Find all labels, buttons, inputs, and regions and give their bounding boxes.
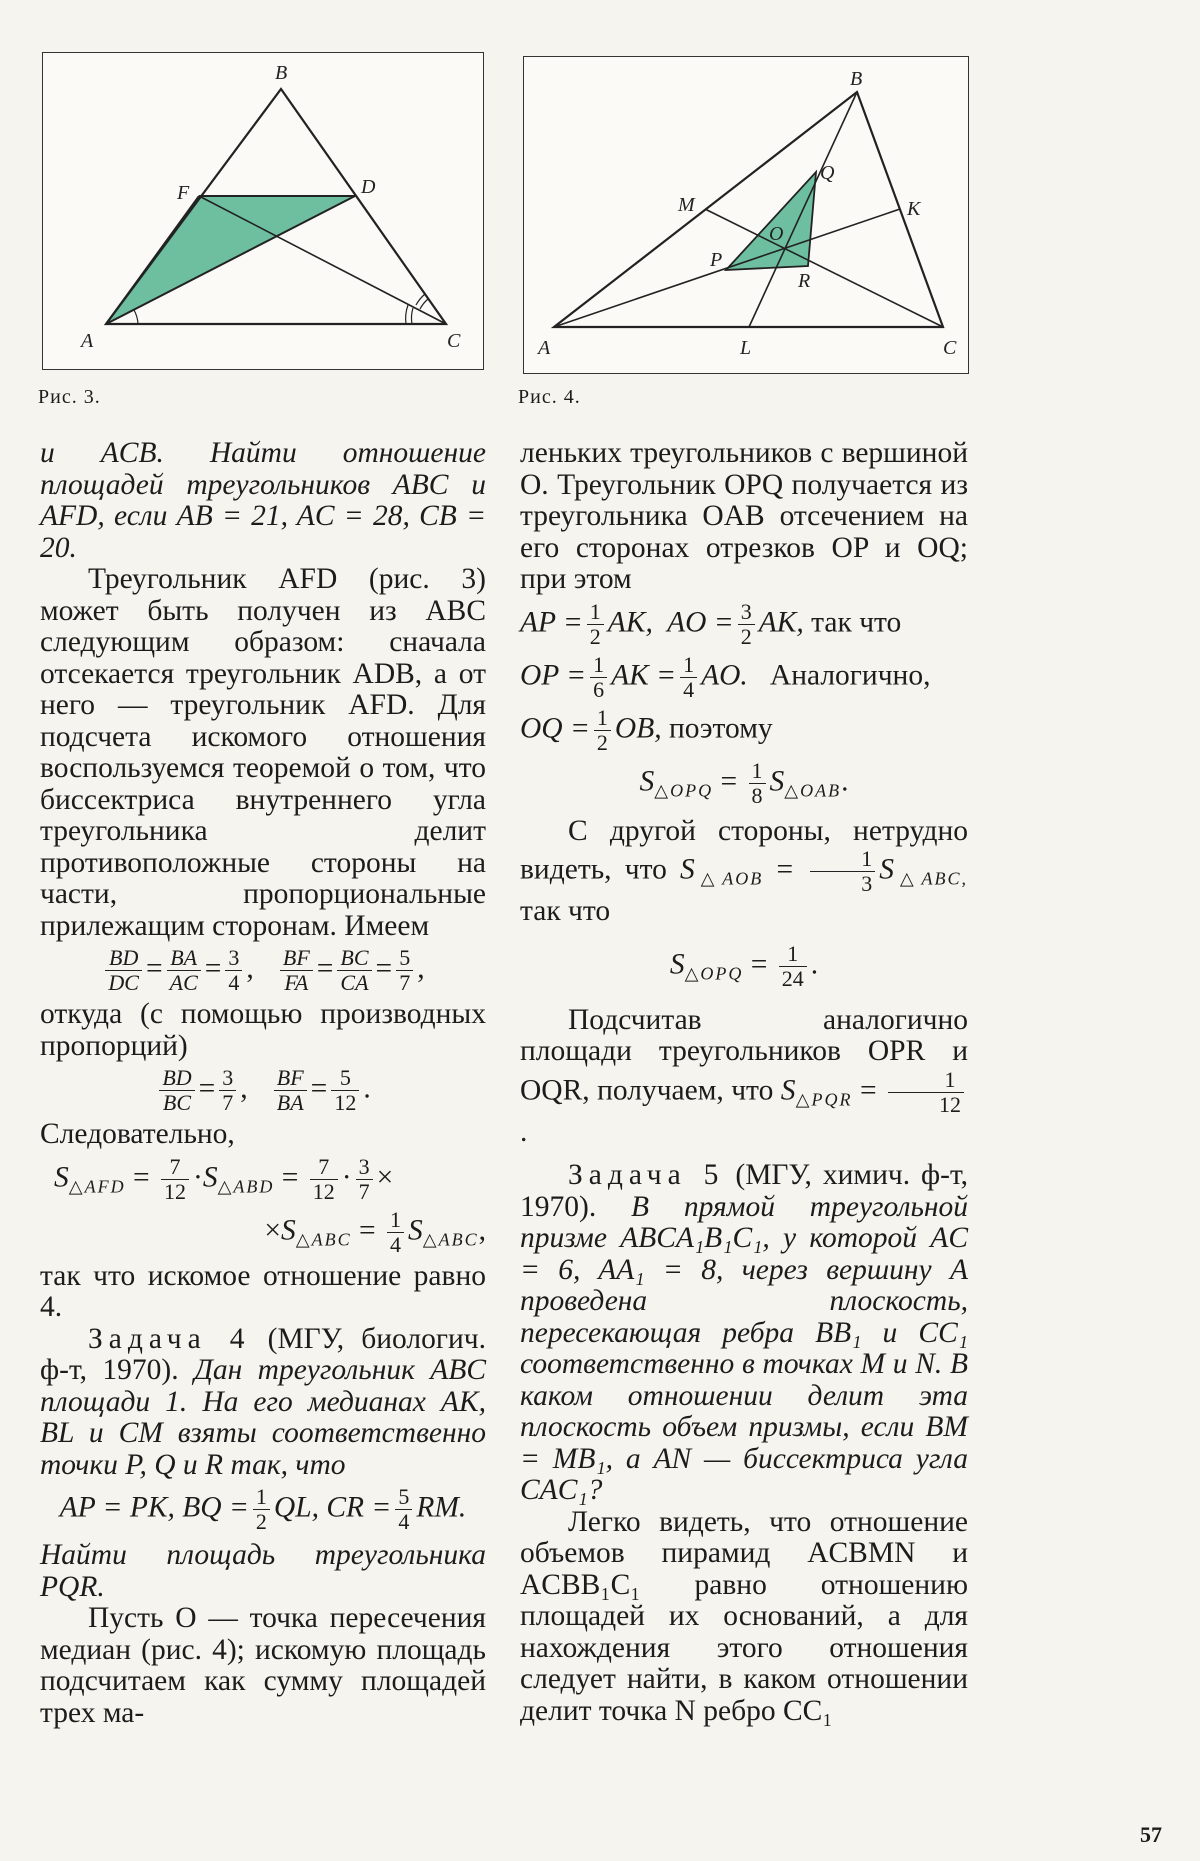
label-b: B <box>850 68 863 90</box>
task4-text: Дан треугольник ABC площади 1. На его медианах AK, BL и CM взяты соответственно точки P, Q и R так, что <box>40 1354 487 1481</box>
figure-4-drawing <box>524 57 968 373</box>
task4-question: Найти площадь треугольника PQR. <box>40 1539 486 1603</box>
angle-mark-c1 <box>406 305 408 324</box>
angle-mark-a <box>134 310 138 324</box>
task4-title: Задача 4 <box>88 1322 251 1355</box>
task5-paragraph <box>520 1160 968 1507</box>
task5-source: (МГУ, химич. ф-т, 1970). <box>520 1159 969 1223</box>
bisector-cf <box>199 196 446 324</box>
label-c: C <box>447 330 461 352</box>
left-column <box>40 438 486 1729</box>
label-f: F <box>177 182 190 204</box>
label-a: A <box>81 330 94 352</box>
label-c: C <box>943 337 957 359</box>
figure-3-drawing <box>43 53 483 369</box>
page-number: 57 <box>1140 1822 1162 1847</box>
label-q: Q <box>820 162 835 184</box>
label-m: M <box>678 194 695 216</box>
task3-condition-end: и ACB. Найти отношение площадей треугольников ABC и AFD, если AB = 21, AC = 28, CB = 20. <box>40 437 486 564</box>
task5-title: Задача 5 <box>568 1159 725 1191</box>
label-a: A <box>538 337 551 359</box>
label-l: L <box>740 337 752 359</box>
equation-area-afd-cont: $\times S_{\triangle ABC}$ = $\frac{1}{4}$ $S_{\triangle ABC}$, <box>264 1206 486 1257</box>
label-r: R <box>798 270 811 292</box>
figure-4-caption: Рис. 4. <box>518 386 581 408</box>
answer3-text: так что искомое отношение равно 4. <box>40 1259 486 1323</box>
solution4-start: Пусть O — точка пересечения медиан (рис. 4); искомую площадь подсчитаем как сумму площадей трех ма- <box>40 1602 486 1729</box>
solution5-start: Легко видеть, что отношение объемов пирамид ACBMN и ACBB₁C₁ равно отношению площадей их оснований, а для нахождения этого отношения следует найти, в каком отношении делит точка N ребро CC₁ <box>520 1505 968 1727</box>
figure-4 <box>523 56 969 374</box>
angle-mark-c2 <box>411 308 413 324</box>
equation-bisector-ratios: $\frac{BD}{DC}$ = $\frac{BA}{AC}$ = $\frac{3}{4}$ , $\frac{BF}{FA}$ = $\frac{BC}{CA}$ = $\frac{5}{7}$ , <box>40 946 486 995</box>
equation-area-opq: $S_{\triangle OPQ}$ = $\frac{1}{24}$ . <box>669 940 819 991</box>
therefore-text: Следовательно, <box>40 1118 235 1150</box>
solution3-paragraph: Треугольник AFD (рис. 3) может быть получен из ABC следующим образом: сначала отсекается треугольник ADB, а от него — треугольник AFD. Для подсчета искомого отношения воспользуемся теоремой о том, что биссектриса внутреннего угла треугольника делит противоположные стороны на части, пропорциональные прилежащим сторонам. Имеем <box>40 563 486 942</box>
solution4-continued: леньких треугольников с вершиной O. Треугольник OPQ получается из треугольника OAB отсечением на его сторонах отрезков OP и OQ; при этом <box>520 437 968 595</box>
equation-oq: OQ = $\frac{1}{2}$ OB, поэтому <box>520 704 773 755</box>
label-d: D <box>361 176 376 198</box>
equation-op: OP = $\frac{1}{6}$ AK = $\frac{1}{4}$ AO. Аналогично, <box>520 651 931 702</box>
equation-area-afd: $S_{\triangle AFD}$ = $\frac{7}{12}$ $\cdot S_{\triangle ABD}$ = $\frac{7}{12}$ · $\frac{3}{7}$ × <box>54 1153 394 1204</box>
figure-3-caption: Рис. 3. <box>38 386 101 408</box>
equation-ap-ao: AP = $\frac{1}{2}$ AK, AO = $\frac{3}{2}$ AK, так что <box>520 598 902 649</box>
equation-derived-ratios: $\frac{BD}{BC}$ = $\frac{3}{7}$ , $\frac{BF}{BA}$ = $\frac{5}{12}$ . <box>40 1066 486 1115</box>
task4-paragraph <box>40 1324 486 1482</box>
triangle-abc <box>554 92 943 327</box>
answer4-paragraph: Подсчитав аналогично площади треугольников OPR и OQR, получаем, что $S_{\triangle PQR}$ = $\frac{1}{12}$ . <box>520 1003 968 1148</box>
other-side-text: С другой стороны, нетрудно видеть, что $S_{\triangle AOB}$ = $\frac{1}{3}$ $S_{\triangle ABC,}$ так что <box>520 814 969 927</box>
equation-task4-points: AP = PK, BQ = $\frac{1}{2}$ QL, CR = $\frac{5}{4}$ RM. <box>59 1484 467 1534</box>
task5-text: В прямой треугольной призме ABCA₁B₁C₁, у которой AC = 6, AA₁ = 8, через вершину A проведена плоскость, пересекающая ребра BB₁ и CC₁ соответственно в точках M и N. В каком отношении делит эта плоскость объем призмы, если BM = MB₁, а AN — биссектриса угла CAC₁? <box>520 1190 968 1506</box>
label-k: K <box>907 198 921 220</box>
label-b: B <box>275 62 288 84</box>
label-o: O <box>769 223 784 245</box>
task4-source: (МГУ, биологич. ф-т, 1970). <box>40 1322 486 1386</box>
angle-mark-c4 <box>420 299 428 309</box>
right-column <box>520 438 968 1727</box>
equation-area-opq-oab: $S_{\triangle OPQ}$ = $\frac{1}{8}$ $S_{\triangle OAB}$. <box>639 757 849 808</box>
label-p: P <box>710 249 723 271</box>
derived-proportions-text: откуда (с помощью производных пропорций) <box>40 998 486 1062</box>
figure-3 <box>42 52 484 370</box>
